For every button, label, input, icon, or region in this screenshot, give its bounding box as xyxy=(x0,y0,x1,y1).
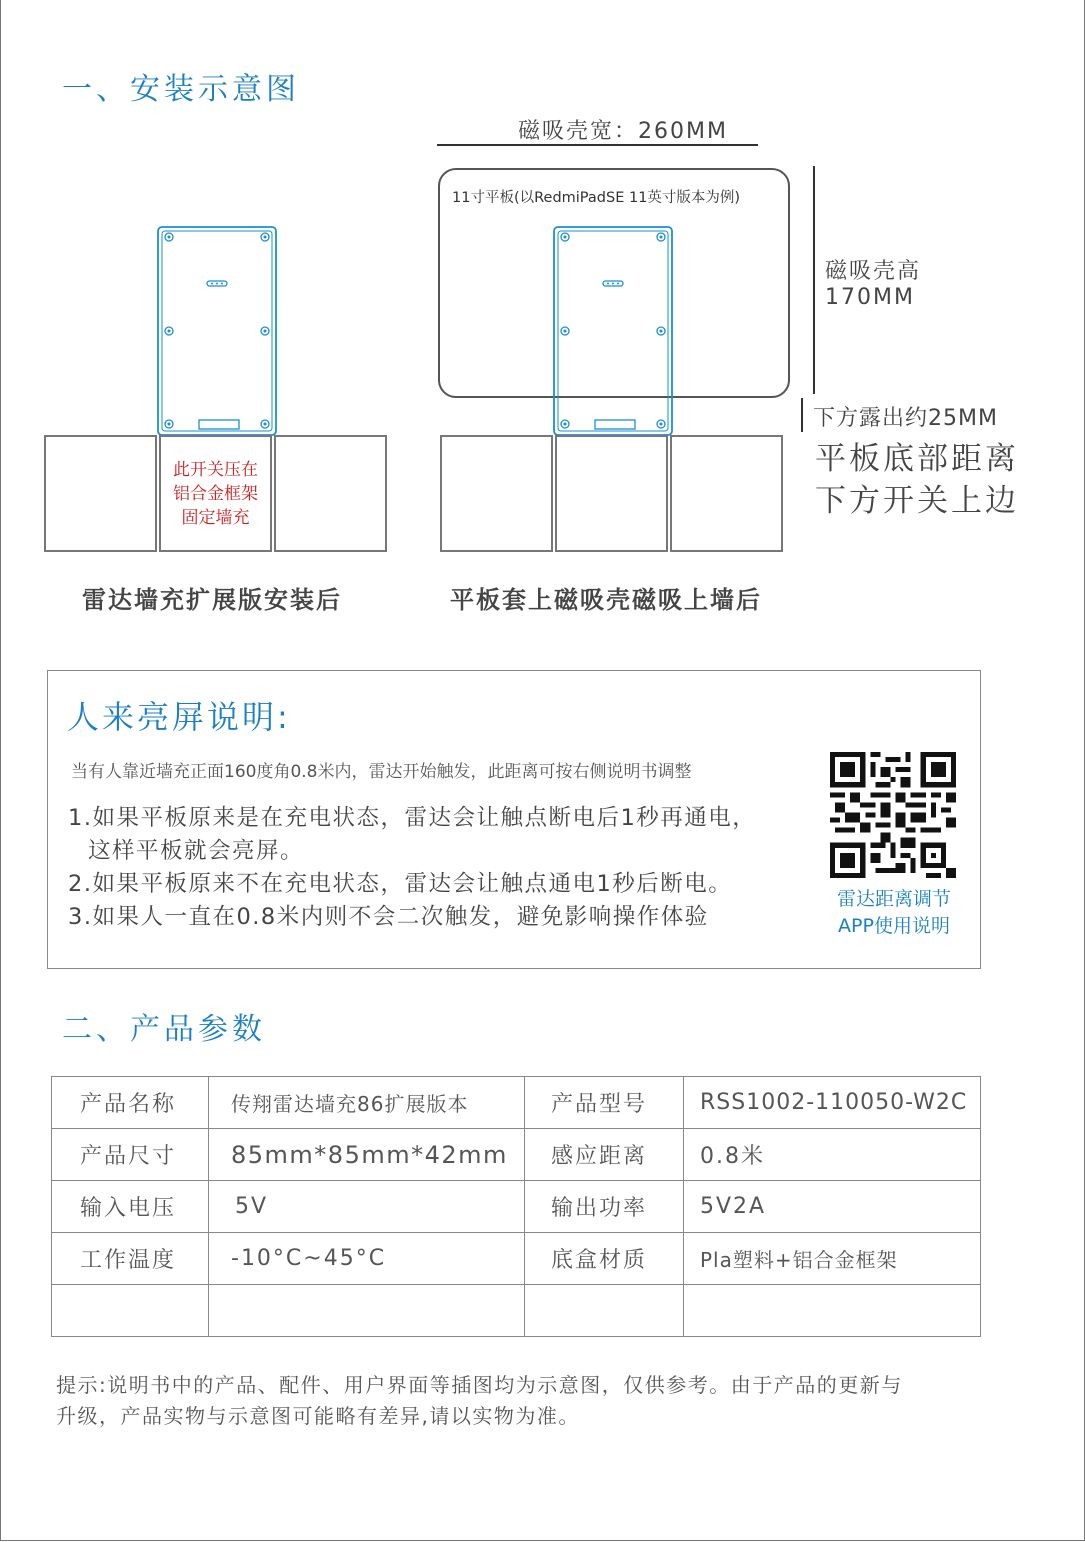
screen-wake-title: 人来亮屏说明: xyxy=(67,698,291,736)
device-plate-right-icon xyxy=(551,224,675,436)
rule-line-3: 3.如果人一直在0.8米内则不会二次触发，避免影响操作体验 xyxy=(68,904,709,930)
bottom-distance-note-2: 下方开关上边 xyxy=(815,483,1019,519)
param-empty xyxy=(525,1285,684,1337)
param-label: 工作温度 xyxy=(52,1233,209,1285)
table-row xyxy=(52,1129,981,1181)
screen-wake-rules xyxy=(68,802,756,934)
wall-box-right-1 xyxy=(440,435,553,552)
wall-box-right-2 xyxy=(555,435,668,552)
shell-height-label: 磁吸壳高 xyxy=(825,259,922,284)
param-value: -10°C~45°C xyxy=(209,1233,525,1285)
qr-code-icon[interactable] xyxy=(830,752,956,878)
param-label: 产品型号 xyxy=(525,1077,684,1129)
param-value: 传翔雷达墙充86扩展版本 xyxy=(209,1077,525,1129)
qr-caption-line-1: 雷达距离调节 xyxy=(836,888,951,910)
switch-warning-note xyxy=(159,458,272,530)
expose-dimension-line xyxy=(801,398,803,432)
param-label: 产品尺寸 xyxy=(52,1129,209,1181)
qr-caption xyxy=(823,886,965,940)
param-empty xyxy=(684,1285,981,1337)
param-label: 底盒材质 xyxy=(525,1233,684,1285)
param-label: 感应距离 xyxy=(525,1129,684,1181)
param-value: 5V2A xyxy=(684,1181,981,1233)
qr-caption-line-2: APP使用说明 xyxy=(838,915,950,937)
table-row xyxy=(52,1233,981,1285)
param-label: 输入电压 xyxy=(52,1181,209,1233)
rule-line-1: 1.如果平板原来是在充电状态，雷达会让触点断电后1秒再通电， xyxy=(68,805,757,831)
caption-after-magnet: 平板套上磁吸壳磁吸上墙后 xyxy=(450,586,762,614)
caption-after-install: 雷达墙充扩展版安装后 xyxy=(82,586,342,614)
param-value: 5V xyxy=(209,1181,525,1233)
param-value: 0.8米 xyxy=(684,1129,981,1181)
section-title-params: 二、产品参数 xyxy=(62,1012,266,1047)
param-value: RSS1002-110050-W2C xyxy=(684,1077,981,1129)
bottom-distance-note-1: 平板底部距离 xyxy=(815,441,1019,477)
table-row xyxy=(52,1181,981,1233)
switch-warning-line-3: 固定墙充 xyxy=(181,508,250,528)
shell-width-label: 磁吸壳宽：260MM xyxy=(518,119,728,144)
table-row xyxy=(52,1285,981,1337)
param-value: Pla塑料+铝合金框架 xyxy=(684,1233,981,1285)
param-label: 输出功率 xyxy=(525,1181,684,1233)
width-dimension-line xyxy=(437,144,758,146)
param-empty xyxy=(52,1285,209,1337)
rule-line-2: 2.如果平板原来不在充电状态，雷达会让触点通电1秒后断电。 xyxy=(68,871,733,897)
product-params-table xyxy=(51,1076,981,1337)
tablet-model-label: 11寸平板(以RedmiPadSE 11英寸版本为例) xyxy=(452,190,741,206)
switch-warning-line-1: 此开关压在 xyxy=(173,460,258,480)
table-row xyxy=(52,1077,981,1129)
param-empty xyxy=(209,1285,525,1337)
footer-note xyxy=(56,1370,903,1432)
switch-warning-line-2: 铝合金框架 xyxy=(173,484,258,504)
section-title-install: 一、安装示意图 xyxy=(62,72,300,107)
shell-height-value: 170MM xyxy=(825,285,915,310)
footer-line-2: 升级，产品实物与示意图可能略有差异,请以实物为准。 xyxy=(56,1404,580,1428)
screen-wake-intro: 当有人靠近墙充正面160度角0.8米内，雷达开始触发，此距离可按右侧说明书调整 xyxy=(71,762,692,782)
param-value: 85mm*85mm*42mm xyxy=(209,1129,525,1181)
expose-label: 下方露出约25MM xyxy=(813,406,998,431)
wall-box-right-3 xyxy=(670,435,783,552)
footer-line-1: 提示:说明书中的产品、配件、用户界面等插图均为示意图，仅供参考。由于产品的更新与 xyxy=(56,1373,903,1397)
rule-line-1-cont: 这样平板就会亮屏。 xyxy=(88,838,305,864)
wall-box-left-3 xyxy=(274,435,387,552)
device-plate-left-icon xyxy=(155,224,279,436)
wall-box-left-1 xyxy=(44,435,157,552)
param-label: 产品名称 xyxy=(52,1077,209,1129)
height-dimension-line xyxy=(813,166,815,394)
